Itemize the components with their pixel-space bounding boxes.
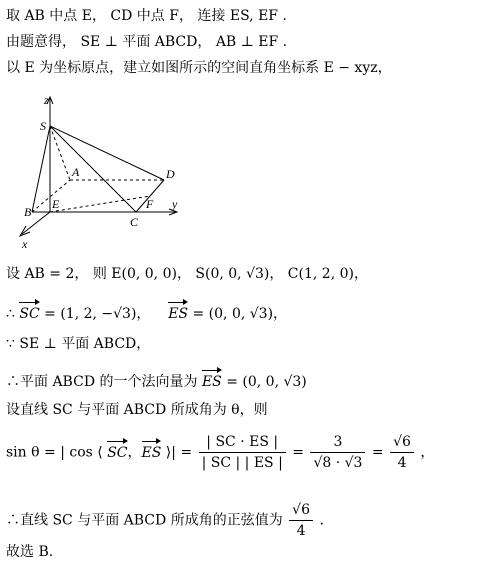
text-line-7 (6, 372, 307, 392)
sin-vec-es: ES (141, 444, 162, 461)
text-line-8: 设直线 SC 与平面 ABCD 所成角为 θ，则 (6, 402, 268, 418)
label-A: A (72, 165, 80, 179)
text-line-3: 以 E 为坐标原点，建立如图所示的空间直角坐标系 E − xyz， (6, 60, 392, 76)
vector-sc-value: = (1, 2, −√3)， (44, 306, 151, 322)
vector-es-value: = (0, 0, √3)， (192, 306, 288, 322)
frac3-num: √6 (393, 434, 411, 450)
label-x: x (22, 237, 28, 251)
frac3-den: 4 (390, 452, 414, 473)
sin-comma: ， (127, 444, 142, 461)
conclusion-end: . (319, 512, 324, 529)
frac1-num: | SC · ES | (206, 434, 279, 450)
coordinate-figure (6, 92, 206, 252)
therefore-symbol: ∴ (6, 306, 15, 322)
normal-vector-es: ES (201, 374, 222, 390)
conclusion-prefix: ∴直线 SC 与平面 ABCD 所成角的正弦值为 (6, 512, 283, 529)
label-B: B (24, 205, 32, 219)
label-C: C (130, 215, 139, 229)
text-line-5 (6, 304, 287, 324)
normal-vector-value: = (0, 0, √3) (226, 374, 307, 390)
fraction-result (390, 432, 414, 473)
sin-vec-sc: SC (107, 444, 128, 461)
text-line-2: 由题意得， SE ⊥ 平面 ABCD， AB ⊥ EF . (6, 34, 288, 50)
text-line-1: 取 AB 中点 E， CD 中点 F， 连接 ES, EF . (6, 8, 287, 24)
text-line-10 (6, 500, 324, 541)
frac1-den: | SC | | ES | (199, 452, 286, 473)
eq-2: = (371, 444, 384, 461)
label-F: F (146, 197, 154, 211)
conclusion-den: 4 (289, 520, 313, 541)
vector-sc: SC (19, 306, 40, 322)
vector-es: ES (168, 306, 189, 322)
conclusion-fraction (289, 500, 313, 541)
text-line-6: ∵ SE ⊥ 平面 ABCD， (6, 336, 151, 352)
frac2-num: 3 (333, 434, 343, 450)
label-z: z (44, 93, 49, 107)
frac2-den: √8 · √3 (310, 452, 365, 473)
sin-lhs: sin θ = | cos ⟨ (6, 444, 103, 461)
label-S: S (40, 119, 46, 133)
text-line-4: 设 AB = 2， 则 E(0, 0, 0)， S(0, 0, √3)， C(1, 2, 0)， (6, 266, 368, 282)
sin-close: ⟩| = (165, 444, 193, 461)
eq-1: = (292, 444, 304, 461)
conclusion-num: √6 (292, 502, 310, 518)
label-D: D (166, 167, 175, 181)
label-y: y (172, 197, 178, 211)
label-E: E (52, 197, 60, 211)
normal-vector-prefix: ∴平面 ABCD 的一个法向量为 (6, 374, 198, 390)
fraction-dot-product (199, 432, 286, 473)
text-line-11: 故选 B. (6, 544, 54, 560)
sin-end: ， (420, 444, 435, 461)
sin-formula (6, 432, 434, 473)
fraction-3-over (310, 432, 365, 473)
